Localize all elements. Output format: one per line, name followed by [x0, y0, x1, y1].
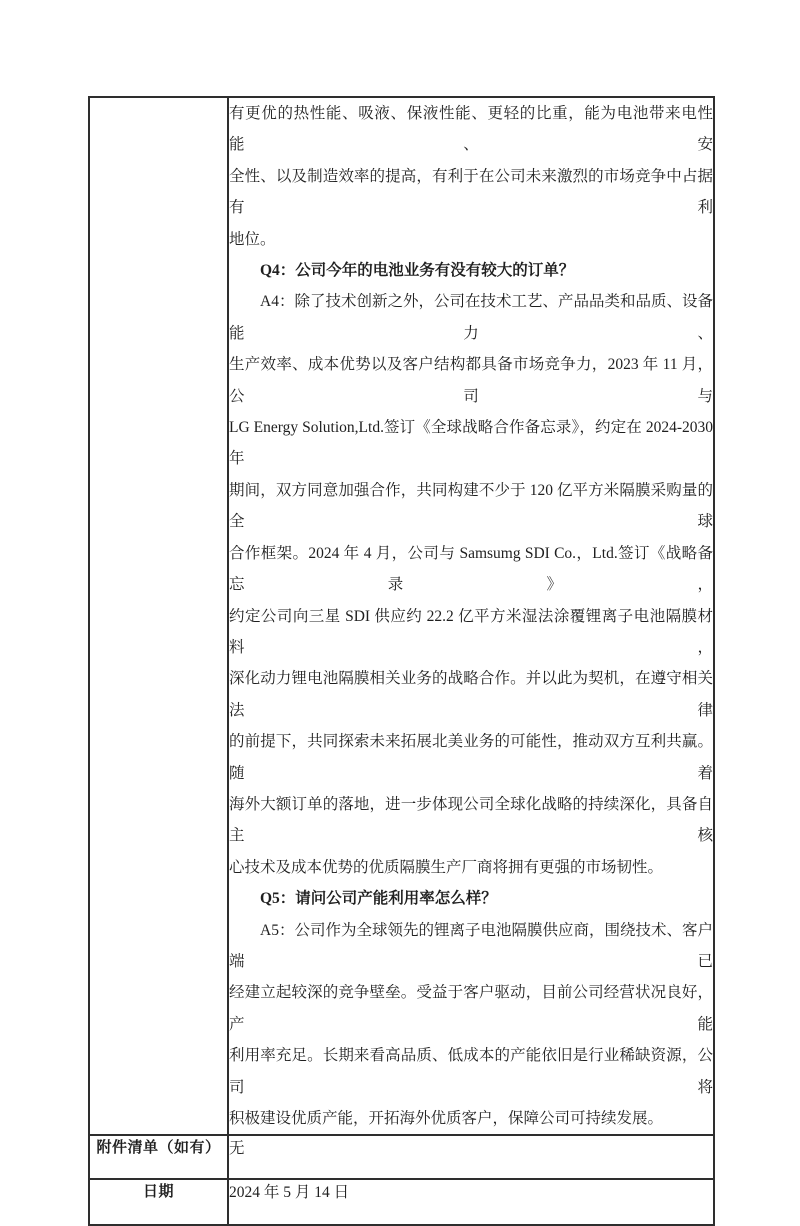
qa-text-line: 心技术及成本优势的优质隔膜生产厂商将拥有更强的市场韧性。	[229, 858, 664, 876]
qa-text-line: 利用率充足。长期来看高品质、低成本的产能依旧是行业稀缺资源，公司将	[229, 1047, 713, 1096]
qa-cell	[228, 97, 714, 1135]
attachment-label: 附件清单（如有）	[89, 1135, 228, 1179]
attachment-row	[89, 1135, 714, 1179]
qa-text-line: 积极建设优质产能，开拓海外优质客户，保障公司可持续发展。	[229, 1110, 664, 1127]
date-label: 日期	[89, 1179, 228, 1225]
qa-text-line: 全性、以及制造效率的提高，有利于在公司未来激烈的市场竞争中占据有利	[229, 167, 713, 217]
attachment-value: 无	[228, 1135, 714, 1179]
qa-text-line: 地位。	[229, 230, 276, 248]
qa-text-line: 深化动力锂电池隔膜相关业务的战略合作。并以此为契机，在遵守相关法律	[229, 670, 713, 719]
qa-text-line: 约定公司向三星 SDI 供应约 22.2 亿平方米湿法涂覆锂离子电池隔膜材料，	[229, 607, 713, 656]
qa-text-line: 合作框架。2024 年 4 月，公司与 Samsumg SDI Co.，Ltd.签订《战略备忘录》，	[229, 544, 713, 594]
qa-text-line: 海外大额订单的落地，进一步体现公司全球化战略的持续深化，具备自主核	[229, 795, 713, 845]
qa-text-line: 经建立起较深的竞争壁垒。受益于客户驱动，目前公司经营状况良好，产能	[229, 984, 713, 1033]
date-row	[89, 1179, 714, 1225]
qa-text-line: 生产效率、成本优势以及客户结构都具备市场竞争力，2023 年 11 月，公司与	[229, 356, 713, 405]
qa-text-line: 有更优的热性能、吸液、保液性能、更轻的比重，能为电池带来电性能、安	[229, 105, 713, 154]
qa-question-line: Q5：请问公司产能利用率怎么样？	[260, 890, 497, 908]
qa-text-line: 的前提下，共同探索未来拓展北美业务的可能性，推动双方互利共赢。随着	[229, 733, 713, 782]
qa-question-line: Q4：公司今年的电池业务有没有较大的订单？	[260, 262, 575, 280]
date-value: 2024 年 5 月 14 日	[228, 1179, 714, 1225]
qa-row-label-cell-empty	[89, 97, 228, 1135]
qa-text-line: A5：公司作为全球领先的锂离子电池隔膜供应商，围绕技术、客户端已	[229, 921, 713, 970]
qa-text-line: A4：除了技术创新之外，公司在技术工艺、产品品类和品质、设备能力、	[229, 293, 713, 342]
record-table	[88, 96, 715, 1226]
qa-row	[89, 97, 714, 1135]
qa-text-line: 期间，双方同意加强合作，共同构建不少于 120 亿平方米隔膜采购量的全球	[229, 481, 713, 531]
qa-text-line: LG Energy Solution,Ltd.签订《全球战略合作备忘录》，约定在 2024-2030 年	[229, 419, 713, 468]
